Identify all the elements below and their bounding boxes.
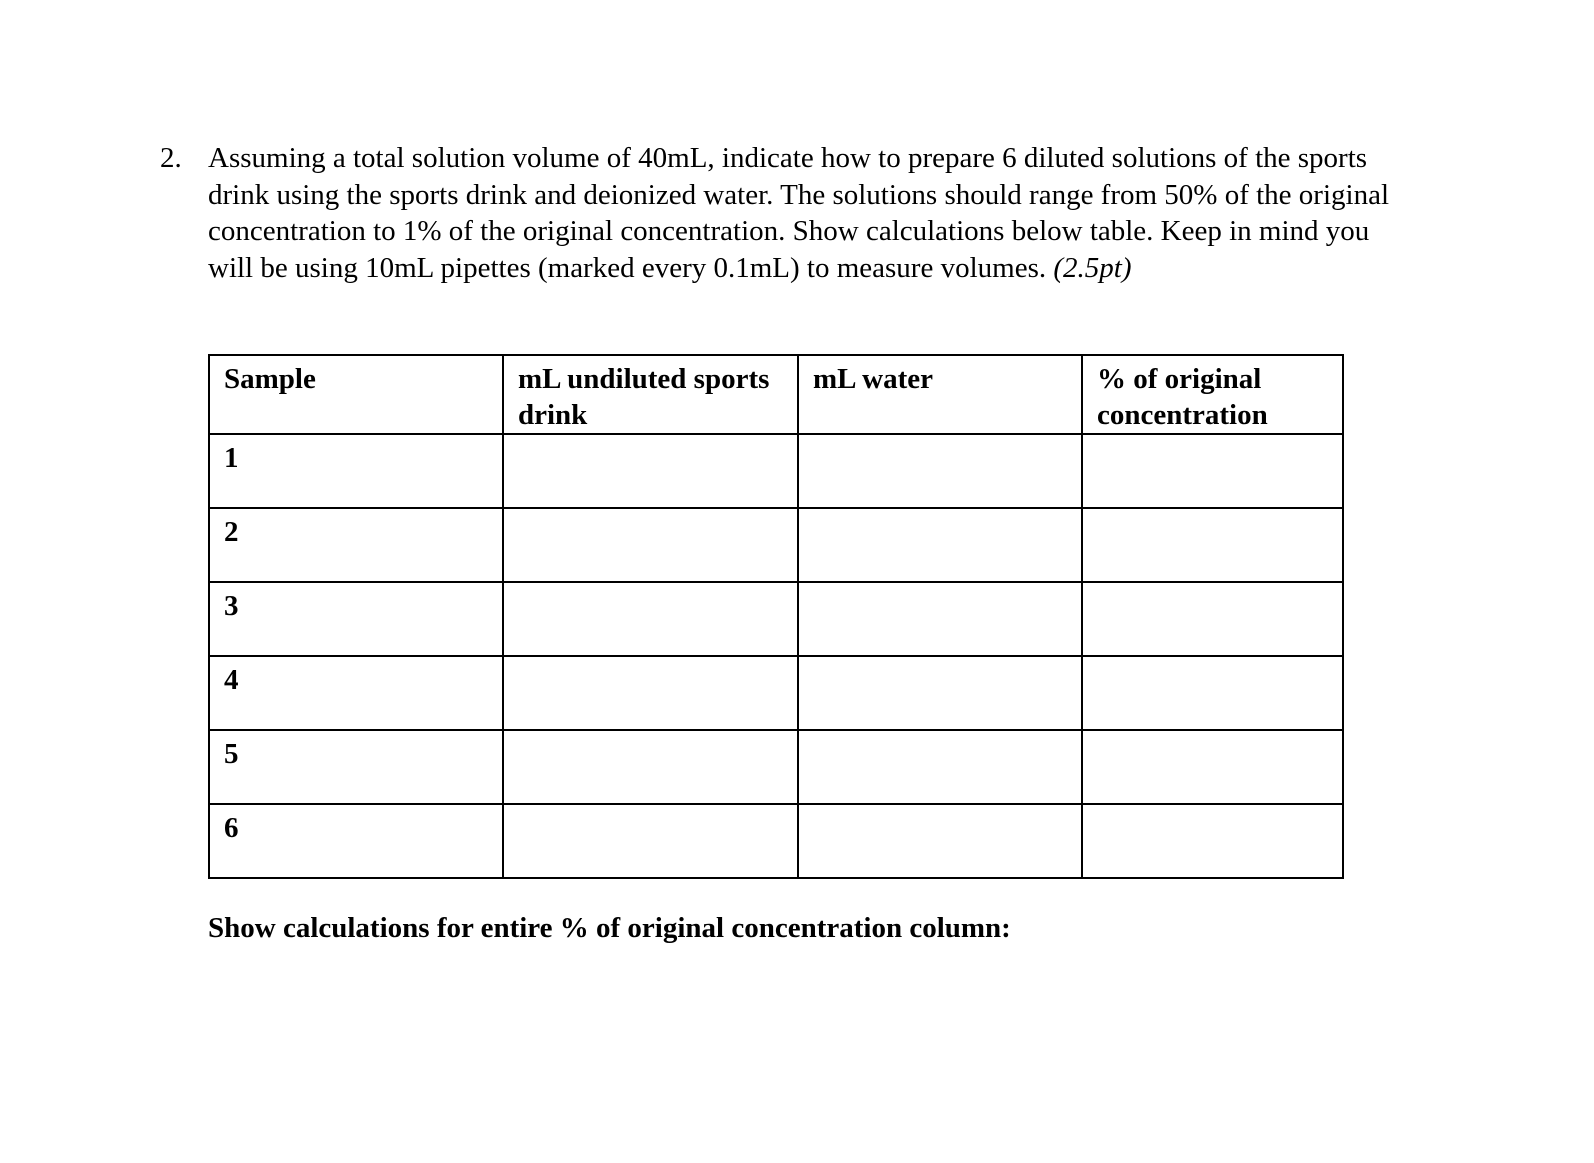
percent-cell[interactable]	[1082, 582, 1343, 656]
undiluted-cell[interactable]	[503, 508, 798, 582]
table-row	[209, 730, 1343, 804]
undiluted-cell[interactable]	[503, 656, 798, 730]
table-row	[209, 508, 1343, 582]
water-cell[interactable]	[798, 582, 1082, 656]
sample-cell: 3	[209, 582, 503, 656]
header-percent: % of original concentration	[1082, 355, 1343, 434]
undiluted-cell[interactable]	[503, 804, 798, 878]
table-header-row	[209, 355, 1343, 434]
percent-cell[interactable]	[1082, 508, 1343, 582]
header-undiluted: mL undiluted sports drink	[503, 355, 798, 434]
water-cell[interactable]	[798, 508, 1082, 582]
water-cell[interactable]	[798, 434, 1082, 508]
calculations-label: Show calculations for entire % of original concentration column:	[208, 912, 1011, 944]
water-cell[interactable]	[798, 656, 1082, 730]
undiluted-cell[interactable]	[503, 434, 798, 508]
question-number: 2.	[160, 142, 182, 174]
sample-cell: 4	[209, 656, 503, 730]
question-text: Assuming a total solution volume of 40mL, indicate how to prepare 6 diluted solutions of the sports drink using the sports drink and deionized water. The solutions should range from 50% of the original concentration to 1% of the original concentration. Show calculations below table. Keep in mind you will be using 10mL pipettes (marked every 0.1mL) to measure volumes.	[208, 142, 1389, 284]
question-text-container	[208, 140, 1420, 286]
undiluted-cell[interactable]	[503, 730, 798, 804]
table-row	[209, 804, 1343, 878]
percent-cell[interactable]	[1082, 434, 1343, 508]
water-cell[interactable]	[798, 804, 1082, 878]
undiluted-cell[interactable]	[503, 582, 798, 656]
sample-cell: 1	[209, 434, 503, 508]
header-sample: Sample	[209, 355, 503, 434]
header-water: mL water	[798, 355, 1082, 434]
percent-cell[interactable]	[1082, 730, 1343, 804]
question-block	[160, 140, 1420, 286]
sample-cell: 6	[209, 804, 503, 878]
sample-cell: 2	[209, 508, 503, 582]
sample-cell: 5	[209, 730, 503, 804]
table-row	[209, 434, 1343, 508]
table-row	[209, 582, 1343, 656]
percent-cell[interactable]	[1082, 656, 1343, 730]
table-row	[209, 656, 1343, 730]
dilution-table	[208, 354, 1344, 879]
percent-cell[interactable]	[1082, 804, 1343, 878]
water-cell[interactable]	[798, 730, 1082, 804]
question-points: (2.5pt)	[1053, 251, 1132, 284]
